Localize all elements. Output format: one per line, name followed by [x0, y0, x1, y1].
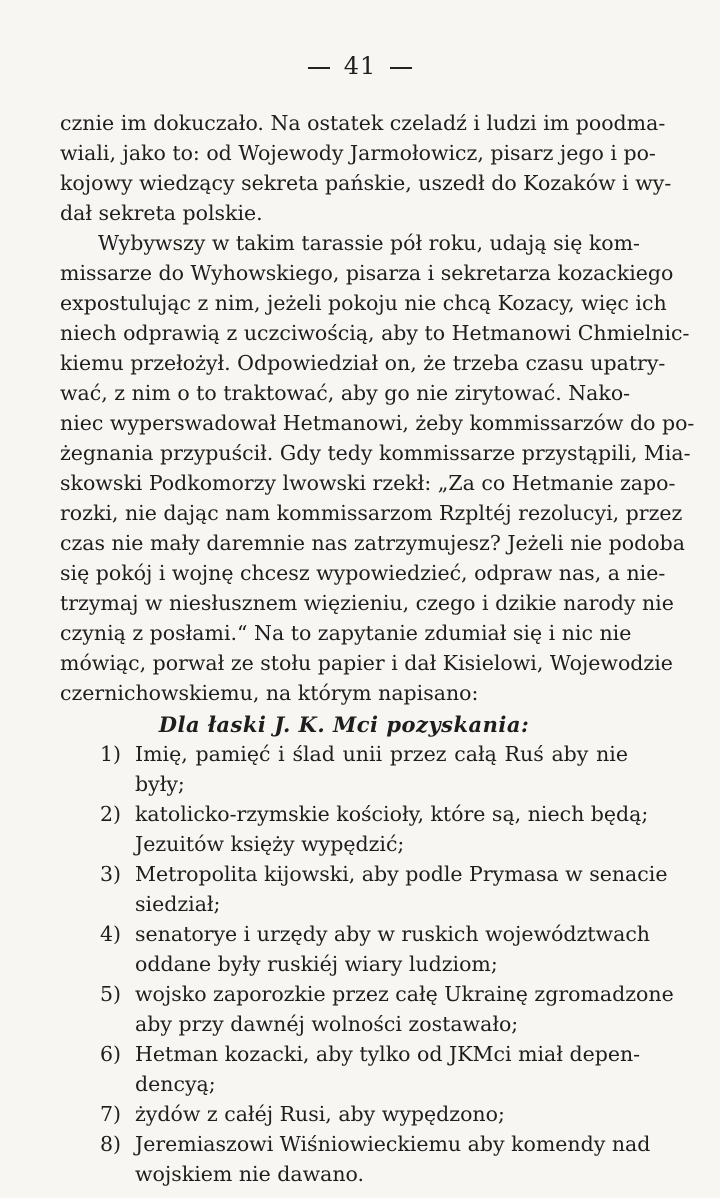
text-line: dał sekreta polskie. [60, 201, 263, 225]
text-line: czynią z posłami.“ Na to zapytanie zdumiał się i nic nie [60, 621, 632, 645]
item-number: 7) [100, 1102, 122, 1126]
item-text-line: oddane były ruskiéj wiary ludziom; [135, 952, 498, 976]
text-line: expostulując z nim, jeżeli pokoju nie chcą Kozacy, więc ich [60, 291, 667, 315]
item-text-line: wojskiem nie dawano. [135, 1162, 365, 1186]
text-line: czas nie mały daremnie nas zatrzymujesz? Jeżeli nie podoba [60, 531, 685, 555]
item-text-line: Metropolita kijowski, aby podle Prymasa w senacie [135, 862, 668, 886]
page-number: 41 [343, 52, 377, 80]
item-text-line: były; [135, 772, 185, 796]
text-line: kojowy wiedzący sekreta pańskie, uszedł do Kozaków i wy- [60, 171, 672, 195]
page-header [0, 52, 720, 80]
text-line: cznie im dokuczało. Na ostatek czeladź i ludzi im poodma- [60, 111, 666, 135]
item-number: 3) [100, 862, 122, 886]
item-text-line: katolicko-rzymskie kościoły, które są, niech będą; [135, 802, 649, 826]
item-number: 6) [100, 1042, 122, 1066]
text-line: niec wyperswadował Hetmanowi, żeby kommissarzów do po- [60, 411, 695, 435]
header-dash-left [308, 67, 330, 69]
item-text-line: aby przy dawnéj wolności zostawało; [135, 1012, 519, 1036]
item-text-line: Imię, pamięć i ślad unii przez całą Ruś aby nie [135, 742, 628, 766]
item-number: 4) [100, 922, 122, 946]
text-line: skowski Podkomorzy lwowski rzekł: „Za co Hetmanie zapo- [60, 471, 676, 495]
text-line: wać, z nim o to traktować, aby go nie zirytować. Nako- [60, 381, 631, 405]
item-text-line: Hetman kozacki, aby tylko od JKMci miał depen- [135, 1042, 641, 1066]
header-dash-right [390, 67, 412, 69]
item-number: 2) [100, 802, 122, 826]
item-text-line: siedział; [135, 892, 221, 916]
text-line: rozki, nie dając nam kommissarzom Rzpltéj rezolucyi, przez [60, 501, 683, 525]
item-text-line: Jeremiaszowi Wiśniowieckiemu aby komendy nad [135, 1132, 651, 1156]
item-number: 1) [100, 742, 122, 766]
text-line: Wybywszy w takim tarassie pół roku, udają się kom- [98, 231, 640, 255]
item-text-line: wojsko zaporozkie przez całę Ukrainę zgromadzone [135, 982, 674, 1006]
text-line: się pokój i wojnę chcesz wypowiedzieć, odpraw nas, a nie- [60, 561, 666, 585]
text-line: niech odprawią z uczciwością, aby to Hetmanowi Chmielnic- [60, 321, 690, 345]
text-line: missarze do Wyhowskiego, pisarza i sekretarza kozackiego [60, 261, 674, 285]
list-heading: Dla łaski J. K. Mci pozyskania: [158, 712, 530, 737]
text-line: kiemu przełożył. Odpowiedział on, że trzeba czasu upatry- [60, 351, 666, 375]
item-text-line: Jezuitów księży wypędzić; [135, 832, 405, 856]
text-line: trzymaj w niesłusznem więzieniu, czego i dzikie narody nie [60, 591, 674, 615]
text-line: wiali, jako to: od Wojewody Jarmołowicz, pisarz jego i po- [60, 141, 656, 165]
item-text-line: senatorye i urzędy aby w ruskich województwach [135, 922, 651, 946]
item-text-line: żydów z całéj Rusi, aby wypędzono; [135, 1102, 505, 1126]
text-line: mówiąc, porwał ze stołu papier i dał Kisielowi, Wojewodzie [60, 651, 673, 675]
item-text-line: dencyą; [135, 1072, 216, 1096]
text-line: żegnania przypuścił. Gdy tedy kommissarze przystąpili, Mia- [60, 441, 691, 465]
item-number: 5) [100, 982, 122, 1006]
item-number: 8) [100, 1132, 122, 1156]
text-line: czernichowskiemu, na którym napisano: [60, 681, 479, 705]
